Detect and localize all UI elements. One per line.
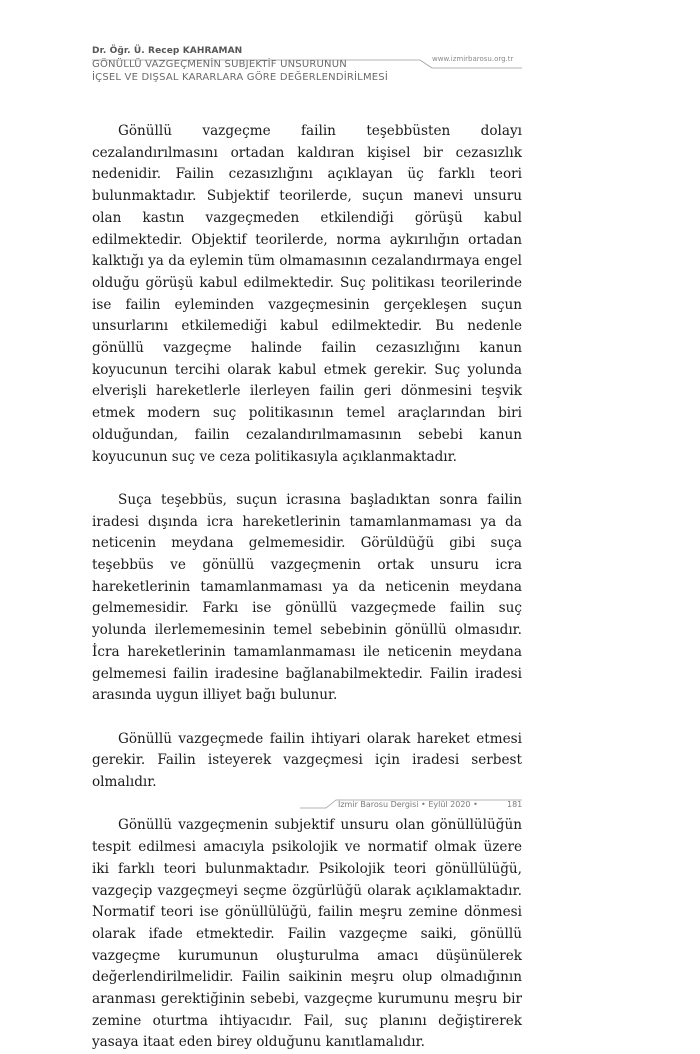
paragraph-1: Gönüllü vazgeçme failin teşebbüsten dolayı cezalandırılmasını ortadan kaldıran kişisel bir cezasızlık nedenidir. Failin cezasızlığını açıklayan üç farklı teori bulunmaktadır. Subjektif teorilerde, suçun manevi unsuru olan kastın vazgeçmeden etkilendiği görüşü kabul edilmektedir. Objektif teorilerde, norma aykırılığın ortadan kalktığı ya da eylemin tüm olmamasının cezalandırmaya engel olduğu görüşü kabul edilmektedir. Suç politikası teorilerinde ise failin eyleminden vazgeçmesinin gerçekleşen suçun unsurlarını etkilemediği kabul edilmektedir. Bu nedenle gönüllü vazgeçme halinde failin cezasızlığını kanun koyucunun tercihi olarak kabul etmek gerekir. Suç yolunda elverişli hareketlerle ilerleyen failin geri dönmesini teşvik etmek modern suç politikasının temel araçlarından biri olduğundan, failin cezalandırılmamasının sebebi kanun koyucunun suç ve ceza politikasıyla açıklanmaktadır.	[92, 123, 522, 465]
paragraph-3: Gönüllü vazgeçmede failin ihtiyari olarak hareket etmesi gerekir. Failin isteyerek vazgeçmesi için iradesi serbest olmalıdır.	[92, 730, 522, 791]
page-number: 181	[507, 800, 523, 809]
website-url: www.izmirbarosu.org.tr	[432, 55, 514, 63]
paragraph-2: Suça teşebbüs, suçun icrasına başladıktan sonra failin iradesi dışında icra hareketlerinin tamamlanmaması ya da neticenin meydana gelmemesidir. Görüldüğü gibi suça teşebbüs ve gönüllü vazgeçmenin ortak unsuru icra hareketlerinin tamamlanmaması ya da neticenin meydana gelmemesidir. Farkı ise gönüllü vazgeçmede failin suç yolunda ilerlememesinin temel sebebinin gönüllü olmasıdır. İcra hareketlerinin tamamlanmaması ile neticenin meydana gelmemesi failin iradesine bağlanabilmektedir. Failin iradesi arasında uygun illiyet bağı bulunur.	[92, 491, 522, 704]
running-header	[92, 46, 522, 84]
paragraph-4: Gönüllü vazgeçmenin subjektif unsuru olan gönüllülüğün tespit edilmesi amacıyla psikolojik ve normatif olmak üzere iki farklı teori bulunmaktadır. Psikolojik teori gönüllülüğü, vazgeçip vazgeçmeyi seçme özgürlüğü olarak açıklamaktadır. Normatif teori ise gönüllülüğü, failin meşru zemine dönmesi olarak ifade etmektedir. Failin vazgeçme saiki, gönüllü vazgeçme kurumunun oluşturulma amacı düşünülerek değerlendirilmelidir. Failin saikinin meşru olup olmadığının aranması gerektiğinin sebebi, vazgeçme kurumunu meşru bir zemine oturtma ihtiyacıdır. Fail, suç planını değiştirerek yasaya itaat eden birey olduğunu kanıtlamalıdır.	[92, 817, 522, 1051]
journal-footer: İzmir Barosu Dergisi • Eylül 2020 •	[338, 800, 478, 809]
article-title-line-2: İÇSEL VE DIŞSAL KARARLARA GÖRE DEĞERLENDİRİLMESİ	[92, 71, 388, 83]
article-title-line-1: GÖNÜLLÜ VAZGEÇMENİN SUBJEKTİF UNSURUNUN	[92, 59, 347, 70]
author-name: Dr. Öğr. Ü. Recep KAHRAMAN	[92, 46, 243, 56]
article-body	[92, 121, 522, 1054]
